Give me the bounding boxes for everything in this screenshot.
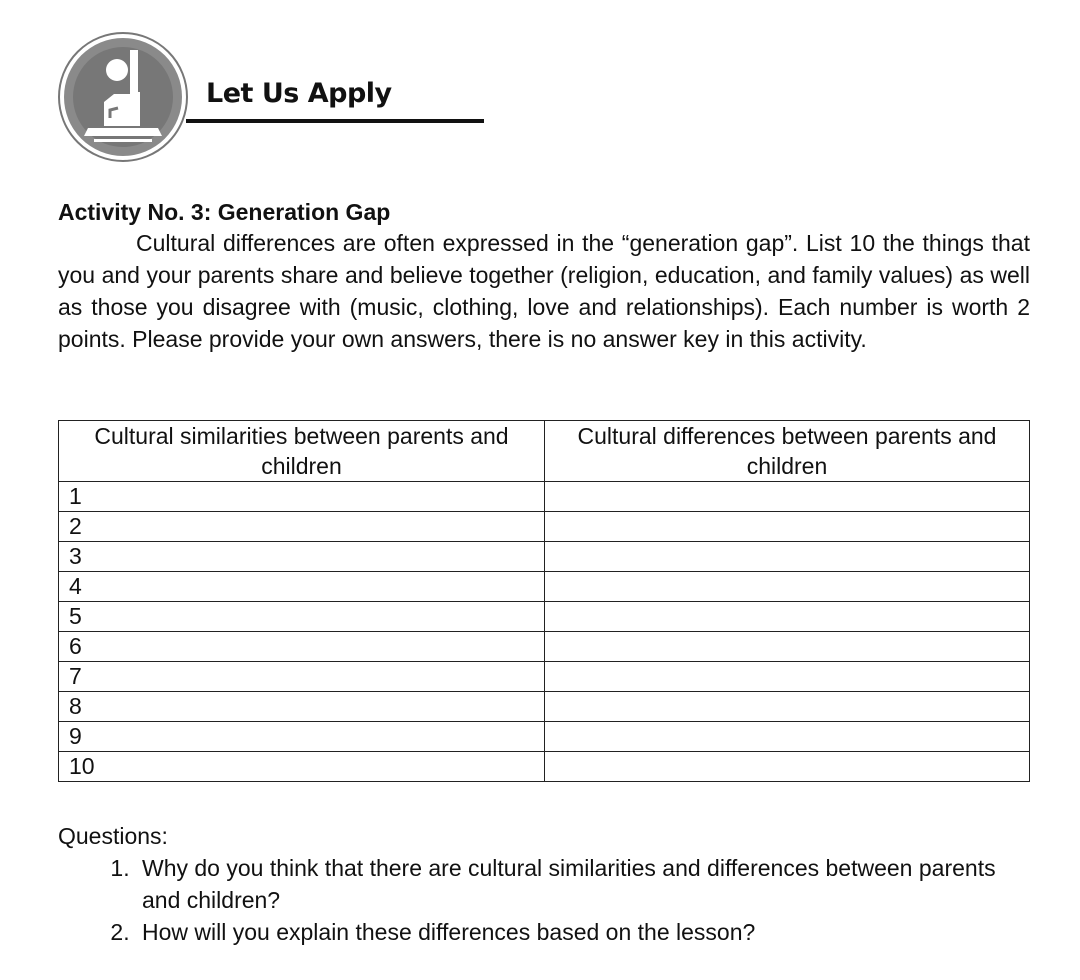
difference-cell[interactable]	[545, 632, 1030, 662]
questions-list	[58, 852, 1038, 948]
row-number: 5	[69, 603, 82, 629]
row-number: 4	[69, 573, 82, 599]
table-row	[59, 542, 1030, 572]
generation-gap-table	[58, 420, 1030, 782]
similarity-cell[interactable]	[59, 572, 545, 602]
table-row	[59, 692, 1030, 722]
row-number: 8	[69, 693, 82, 719]
raised-hand-icon	[56, 30, 190, 164]
difference-cell[interactable]	[545, 722, 1030, 752]
table-row	[59, 662, 1030, 692]
similarity-cell[interactable]	[59, 512, 545, 542]
table-row	[59, 632, 1030, 662]
question-item: 2. How will you explain these differences based on the lesson?	[136, 916, 1038, 948]
table-row	[59, 752, 1030, 782]
difference-cell[interactable]	[545, 512, 1030, 542]
section-header	[56, 30, 496, 170]
table-header-row	[59, 421, 1030, 482]
similarity-cell[interactable]	[59, 752, 545, 782]
difference-cell[interactable]	[545, 602, 1030, 632]
difference-cell[interactable]	[545, 572, 1030, 602]
row-number: 9	[69, 723, 82, 749]
row-number: 2	[69, 513, 82, 539]
activity-instructions: Cultural differences are often expressed in the “generation gap”. List 10 the things that you and your parents share and believe together (religion, education, and family values) as well as those you disagree with (music, clothing, love and relationships). Each number is worth 2 points. Please provide your own answers, there is no answer key in this activity.	[58, 230, 1030, 352]
difference-cell[interactable]	[545, 542, 1030, 572]
table-row	[59, 722, 1030, 752]
questions-label: Questions:	[58, 823, 168, 849]
difference-cell[interactable]	[545, 692, 1030, 722]
question-item: 1. Why do you think that there are cultural similarities and differences between parents and children?	[136, 852, 1038, 916]
difference-cell[interactable]	[545, 662, 1030, 692]
title-underline	[186, 119, 484, 123]
similarity-cell[interactable]	[59, 722, 545, 752]
row-number: 10	[69, 753, 95, 779]
similarity-cell[interactable]	[59, 482, 545, 512]
similarity-cell[interactable]	[59, 542, 545, 572]
table-row	[59, 572, 1030, 602]
row-number: 1	[69, 483, 82, 509]
similarity-cell[interactable]	[59, 692, 545, 722]
page-title: Let Us Apply	[206, 78, 392, 109]
difference-cell[interactable]	[545, 482, 1030, 512]
differences-column-header: Cultural differences between parents and children	[545, 421, 1030, 482]
questions-section	[58, 820, 1038, 948]
similarity-cell[interactable]	[59, 662, 545, 692]
table-row	[59, 482, 1030, 512]
similarity-cell[interactable]	[59, 602, 545, 632]
activity-title: Activity No. 3: Generation Gap	[58, 199, 391, 225]
similarity-cell[interactable]	[59, 632, 545, 662]
table-row	[59, 602, 1030, 632]
difference-cell[interactable]	[545, 752, 1030, 782]
table-row	[59, 512, 1030, 542]
row-number: 7	[69, 663, 82, 689]
similarities-column-header: Cultural similarities between parents and children	[59, 421, 545, 482]
row-number: 6	[69, 633, 82, 659]
row-number: 3	[69, 543, 82, 569]
activity-section	[58, 197, 1030, 355]
